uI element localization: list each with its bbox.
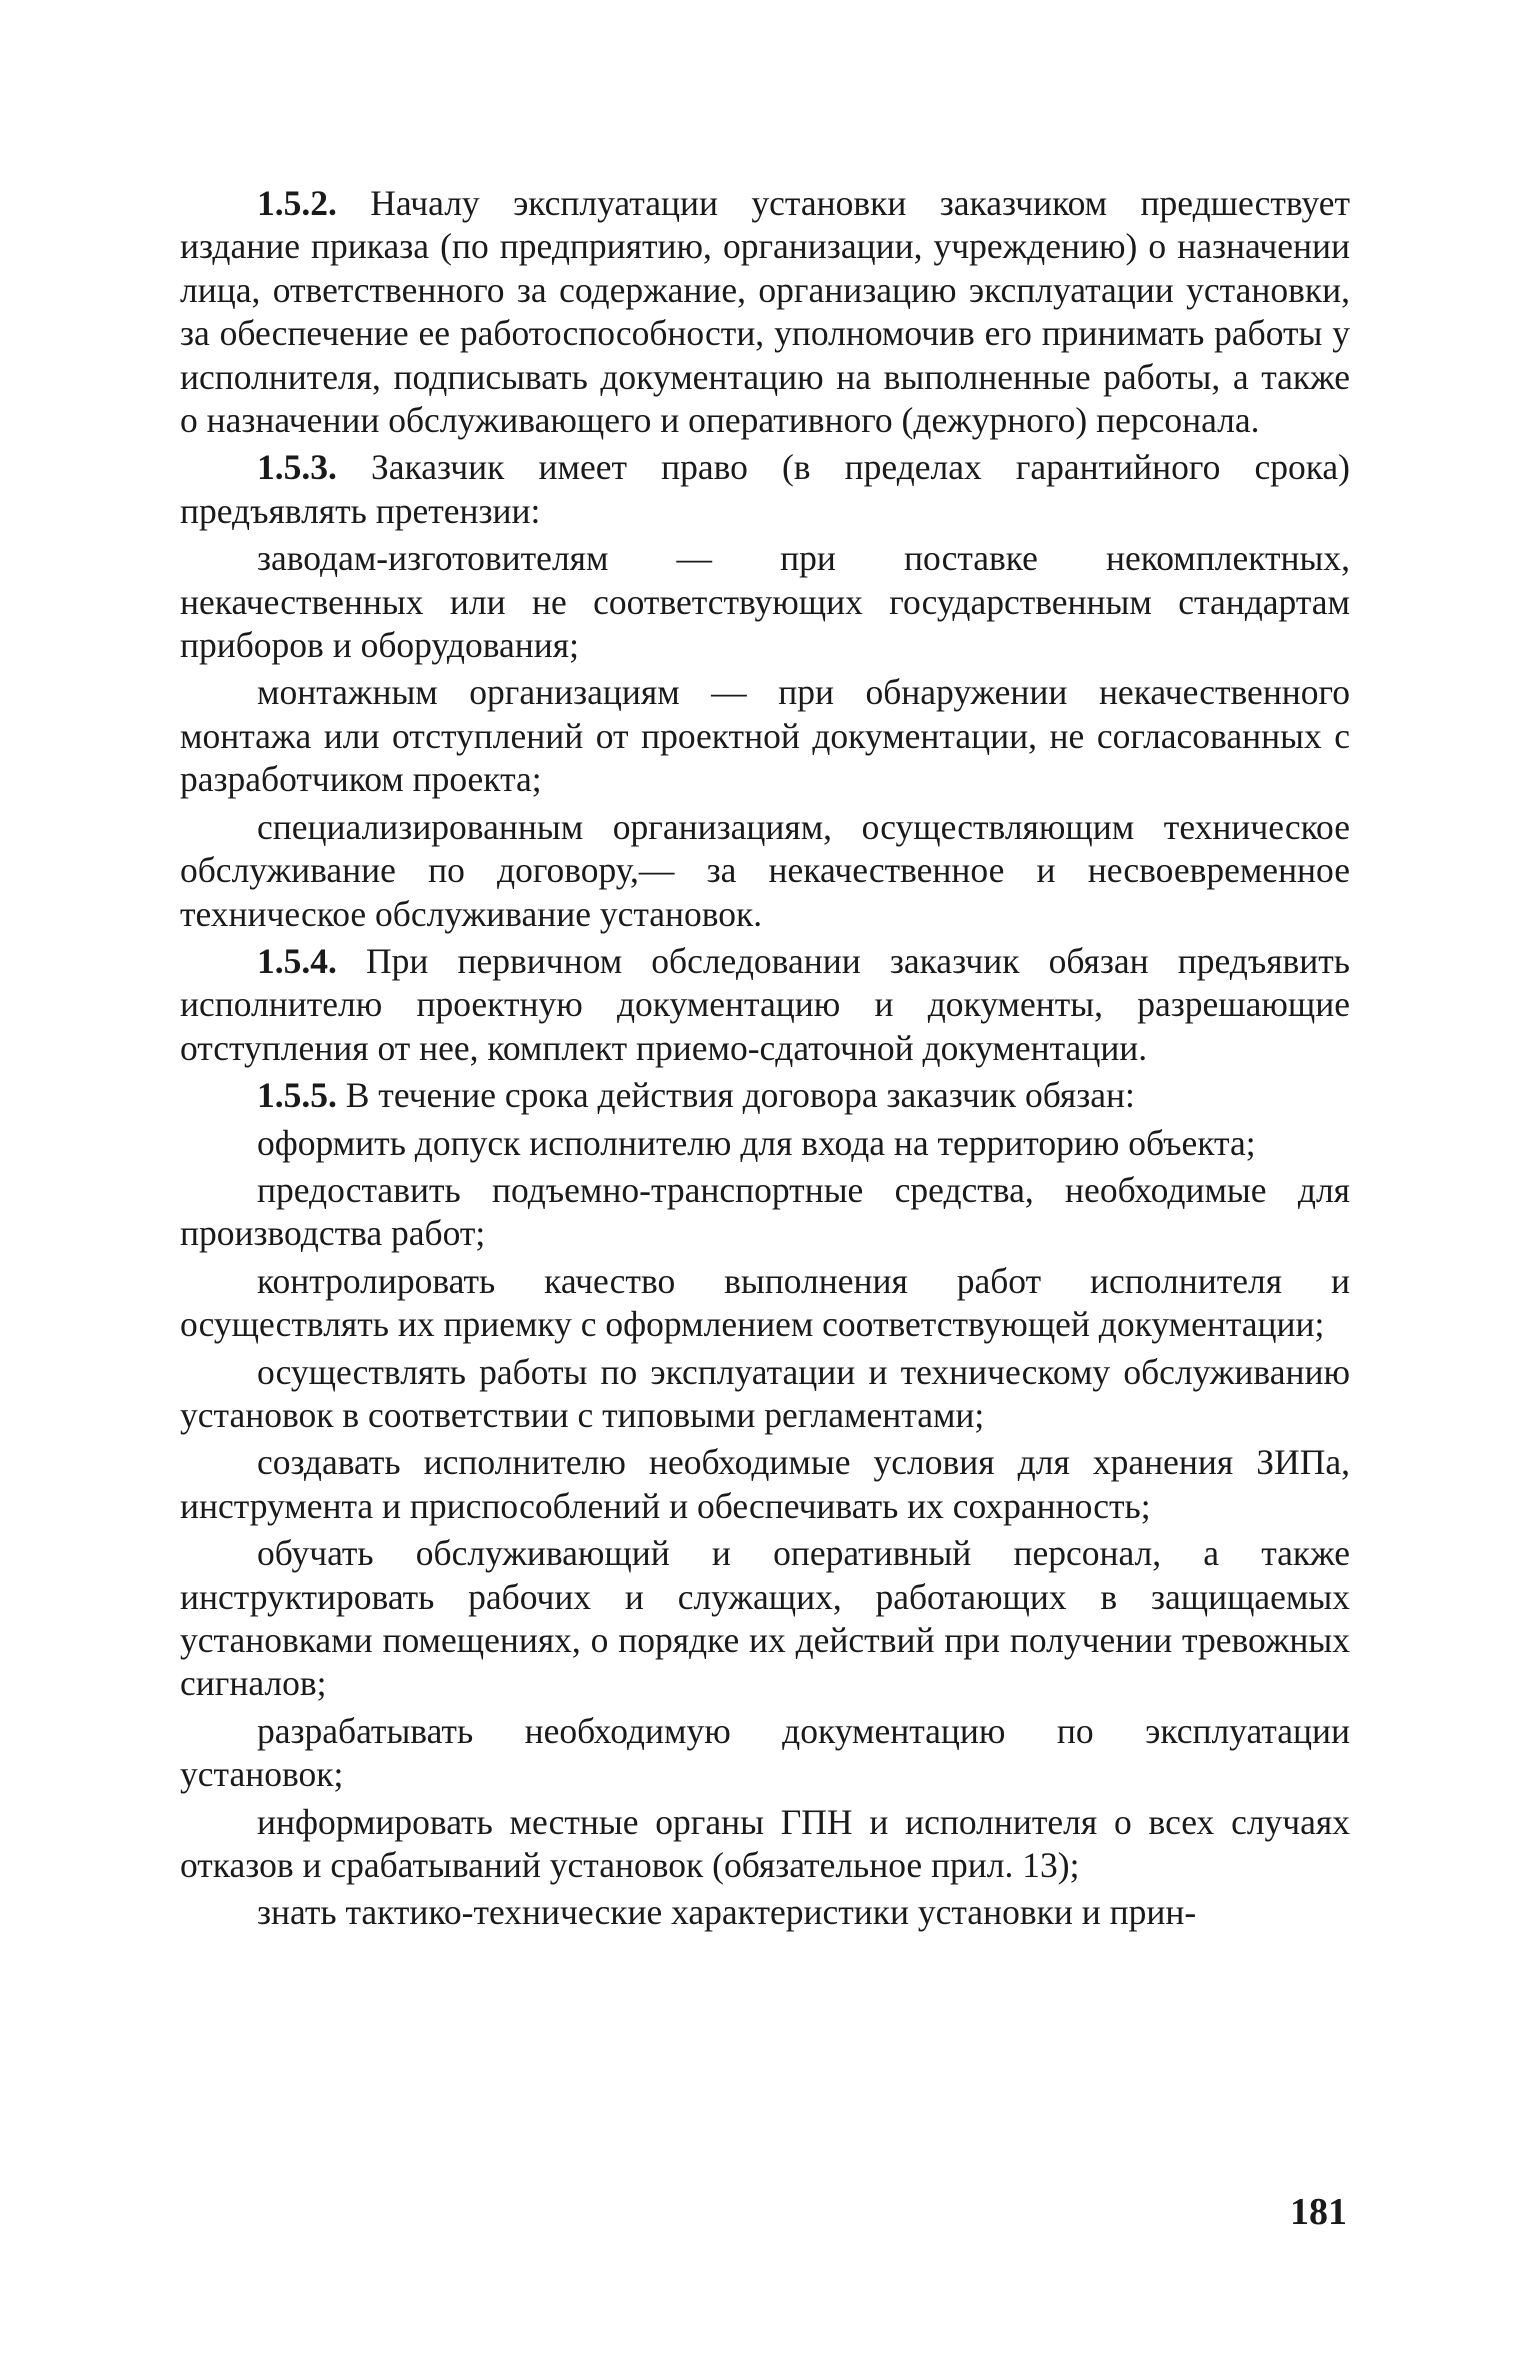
page-number: 181 (1290, 2191, 1347, 2233)
list-item (180, 671, 1350, 801)
list-item (180, 1351, 1350, 1438)
list-item (180, 537, 1350, 667)
paragraph-text: знать тактико-технические характеристики установки и прин- (257, 1892, 1197, 1933)
paragraph-text: создавать исполнителю необходимые условия для хранения ЗИПа, инструмента и приспособлений и обеспечивать их сохранность; (180, 1442, 1350, 1526)
paragraph-text: специализированным организациям, осуществляющим техническое обслуживание по договору,— за некачественное и несвоевременное техническое обслуживание установок. (180, 806, 1350, 934)
list-item (180, 806, 1350, 936)
paragraph-text: предоставить подъемно-транспортные средства, необходимые для производства работ; (180, 1169, 1350, 1254)
paragraph-text: При первичном обследовании заказчик обязан предъявить исполнителю проектную документацию и документы, разрешающие отступления от нее, комплект приемо-сдаточной документации. (180, 940, 1350, 1068)
paragraph-1-5-3 (180, 446, 1350, 533)
paragraph-text: информировать местные органы ГПН и исполнителя о всех случаях отказов и срабатываний установок (обязательное прил. 13); (180, 1801, 1350, 1886)
list-item (180, 1260, 1350, 1347)
list-item (180, 1441, 1350, 1528)
paragraph-text: разрабатывать необходимую документацию по эксплуатации установок; (180, 1710, 1350, 1795)
list-item (180, 1710, 1350, 1797)
paragraph-1-5-5 (180, 1074, 1350, 1117)
paragraph-text: монтажным организациям — при обнаружении некачественного монтажа или отступлений от проектной документации, не согласованных с разработчиком проекта; (180, 672, 1350, 800)
clause-number: 1.5.5. (257, 1075, 337, 1116)
paragraph-text: Заказчик имеет право (в пределах гарантийного срока) предъявлять претензии: (180, 447, 1350, 531)
paragraph-1-5-2 (180, 182, 1350, 442)
paragraph-text: обучать обслуживающий и оперативный персонал, а также инструктировать рабочих и служащих, работающих в защищаемых установками помещениях, о порядке их действий при получении тревожных сигналов; (180, 1533, 1350, 1704)
paragraph-1-5-4 (180, 940, 1350, 1070)
list-item (180, 1122, 1350, 1165)
clause-number: 1.5.3. (257, 447, 337, 488)
list-item (180, 1891, 1350, 1934)
paragraph-text: контролировать качество выполнения работ исполнителя и осуществлять их приемку с оформлением соответствующей документации; (180, 1260, 1350, 1345)
clause-number: 1.5.4. (257, 940, 337, 981)
paragraph-text: заводам-изготовителям — при поставке некомплектных, некачественных или не соответствующих государственным стандартам приборов и оборудования; (180, 538, 1350, 666)
paragraph-text: В течение срока действия договора заказчик обязан: (345, 1075, 1135, 1116)
clause-number: 1.5.2. (257, 183, 337, 223)
document-page (180, 182, 1350, 1939)
paragraph-text: осуществлять работы по эксплуатации и техническому обслуживанию установок в соответствии с типовыми регламентами; (180, 1351, 1350, 1435)
list-item (180, 1801, 1350, 1888)
list-item (180, 1169, 1350, 1256)
paragraph-text: оформить допуск исполнителю для входа на территорию объекта; (257, 1122, 1256, 1163)
list-item (180, 1532, 1350, 1706)
paragraph-text: Началу эксплуатации установки заказчиком предшествует издание приказа (по предприятию, организации, учреждению) о назначении лица, ответственного за содержание, организацию эксплуатации установки, за обеспечение ее работоспособности, уполномочив его принимать работы у исполнителя, подписывать документацию на выполненные работы, а также о назначении обслуживающего и оперативного (дежурного) персонала. (180, 183, 1351, 441)
